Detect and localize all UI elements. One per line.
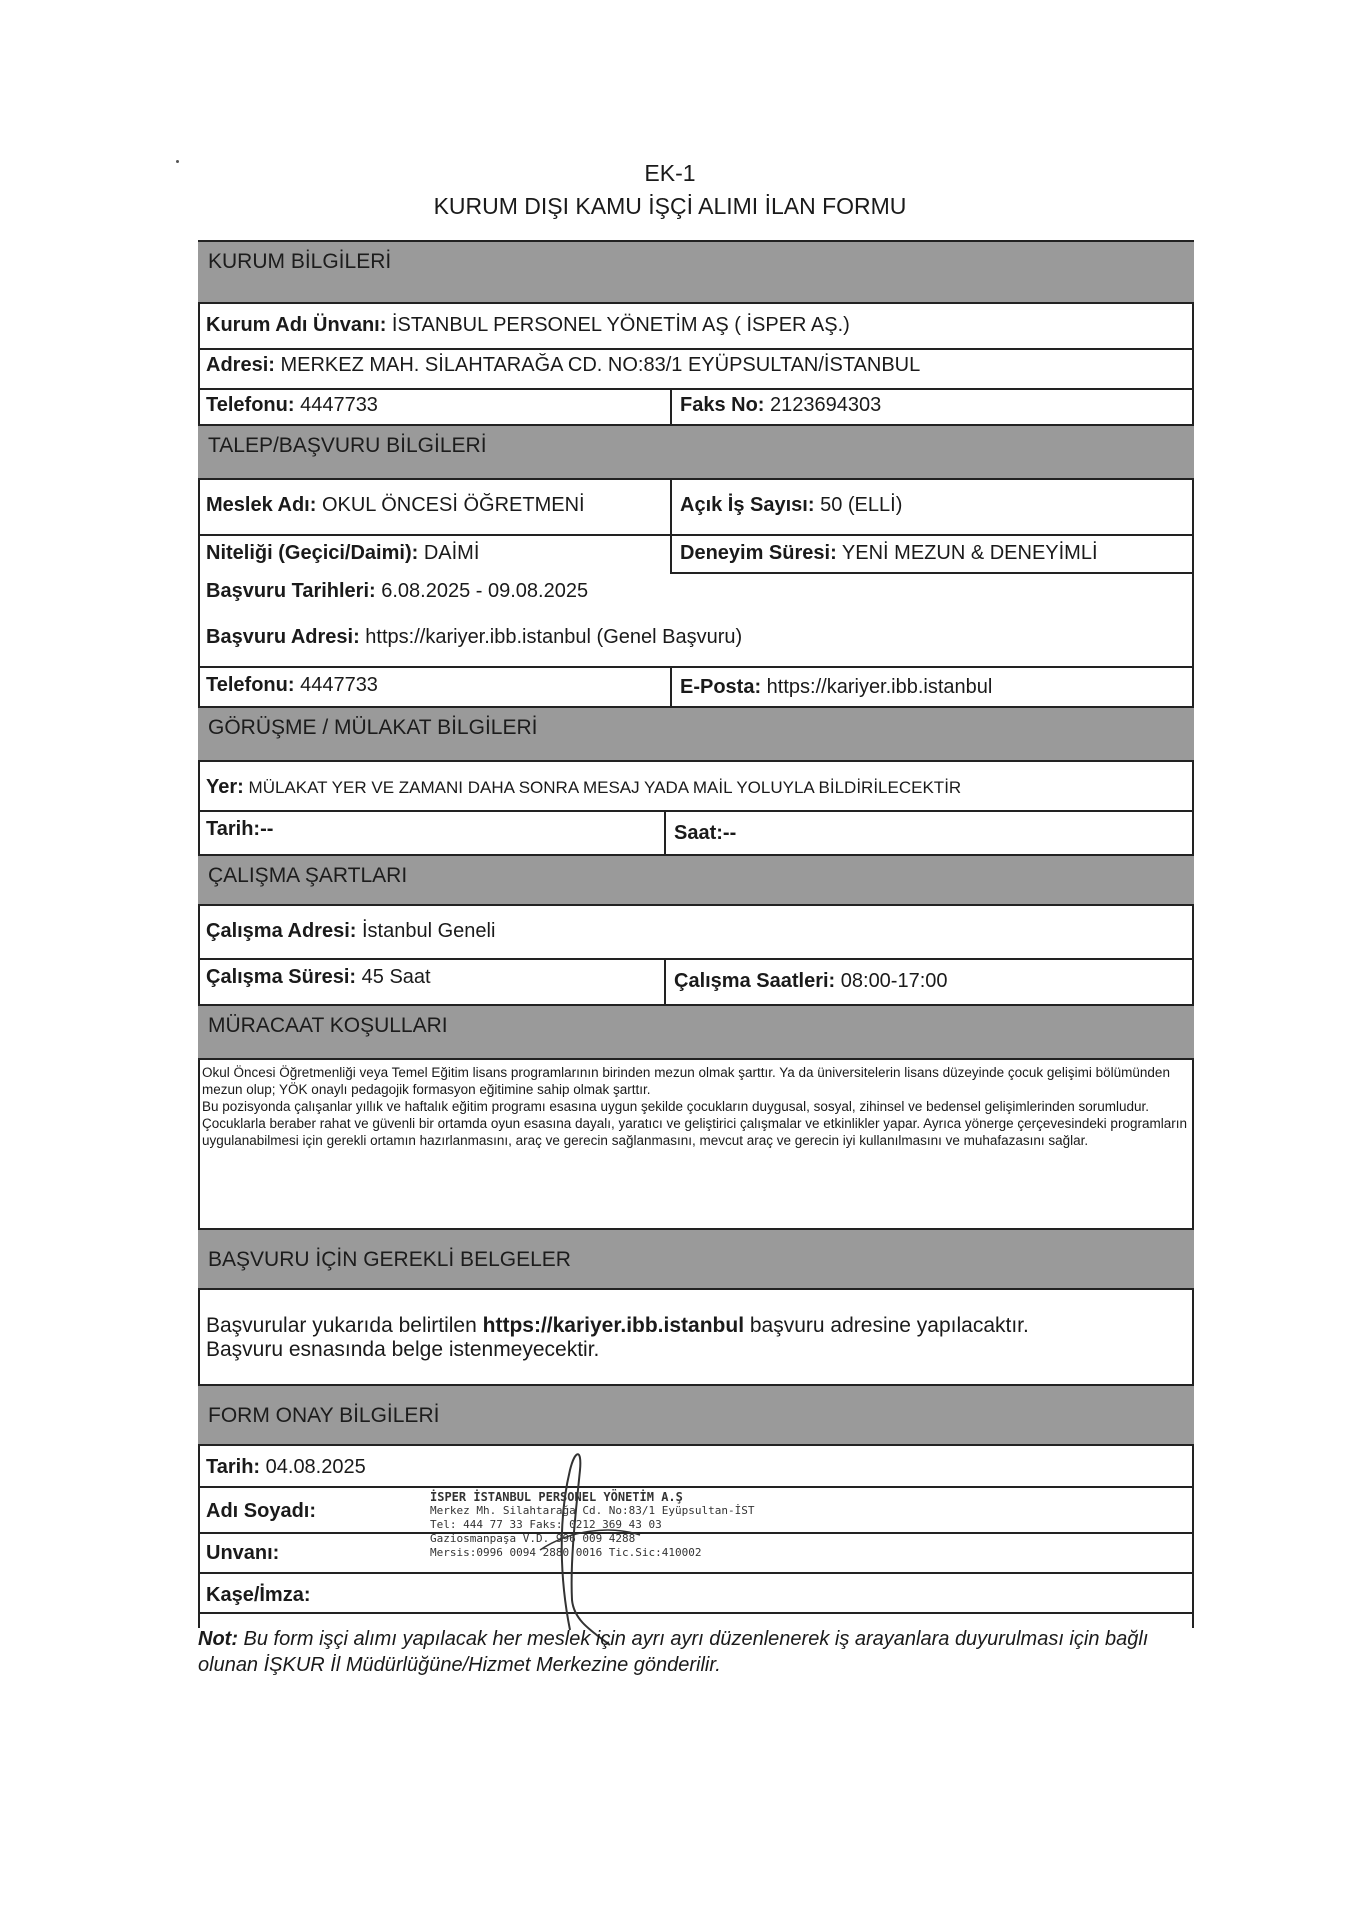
kurum-faks <box>670 390 1194 424</box>
talep-meslek-label: Meslek Adı: <box>206 494 317 516</box>
belgeler-line-2: Başvuru esnasında belge istenmeyecektir. <box>206 1338 600 1361</box>
gorusme-tarih: Tarih:-- <box>206 818 274 840</box>
gorusme-saat: Saat:-- <box>664 812 1194 854</box>
muracaat-paragraph-3: Çocuklarla beraber rahat ve güvenli bir ortamda oyun esasına dayalı, yaratıcı ve geliştirici çalışmalar ve etkinlikler yapar. Ayrıca yönerge çerçevesindeki programların uygulanabilmesi için gerekli ortamın hazırlanmasını, araç ve gerecin sağlanmasını, mevcut araç ve gerecin iyi kullanılmasını ve muhafazasını sağlar. <box>202 1116 1187 1148</box>
kurum-adi-row <box>198 302 1194 348</box>
section-talep: TALEP/BAŞVURU BİLGİLERİ <box>198 424 1194 478</box>
form-title: KURUM DIŞI KAMU İŞÇİ ALIMI İLAN FORMU <box>433 193 907 219</box>
section-kurum: KURUM BİLGİLERİ <box>198 240 1194 302</box>
note-text: Bu form işçi alımı yapılacak her meslek için ayrı ayrı düzenlenerek iş arayanlara duyurulması için bağlı olunan İŞKUR İl Müdürlüğüne/Hizmet Merkezine gönderilir. <box>198 1628 1149 1676</box>
stamp-line-3: Tel: 444 77 33 Faks: 0212 369 43 03 <box>430 1518 662 1531</box>
muracaat-paragraph-1: Okul Öncesi Öğretmenliği veya Temel Eğitim lisans programlarının birinden mezun olmak şarttır. Ya da üniversitelerin lisans düzeyinde çocuk gelişimi bölümünden mezun olup; YÖK onaylı pedagojik formasyon eğitimine sahip olmak şarttır. <box>202 1065 1170 1097</box>
talep-tarih-value: 6.08.2025 - 09.08.2025 <box>375 580 589 602</box>
gorusme-tarih-row <box>198 810 1194 854</box>
talep-meslek <box>198 480 670 534</box>
onay-tarih-value: 04.08.2025 <box>260 1456 366 1478</box>
talep-acik-value: 50 (ELLİ) <box>814 494 903 516</box>
talep-deneyim-value: YENİ MEZUN & DENEYİMLİ <box>836 542 1098 564</box>
belgeler-text <box>198 1288 1194 1384</box>
calisma-sure <box>198 960 664 1004</box>
calisma-adres-row <box>198 904 1194 958</box>
talep-deneyim <box>670 536 1194 574</box>
talep-eposta-label: E-Posta: <box>680 676 762 698</box>
stamp-line-2: Merkez Mh. Silahtarağa Cd. No:83/1 Eyüpsultan-İST <box>430 1504 755 1517</box>
talep-acik <box>670 480 1194 534</box>
signature-icon <box>500 1430 660 1650</box>
muracaat-paragraph-2: Bu pozisyonda çalışanlar yıllık ve haftalık eğitim programı esasına uygun şekilde çocukların duygusal, sosyal, zihinsel ve bedensel gelişimlerinden sorumludur. <box>202 1099 1149 1114</box>
talep-tel-row <box>198 666 1194 706</box>
kurum-adi-label: Kurum Adı Ünvanı: <box>206 314 387 336</box>
kurum-tel-label: Telefonu: <box>206 394 295 416</box>
kurum-adres-row <box>198 348 1194 388</box>
calisma-saat-value: 08:00-17:00 <box>835 970 948 992</box>
calisma-saat-label: Çalışma Saatleri: <box>674 970 836 992</box>
belgeler-line-1-a: Başvurular yukarıda belirtilen <box>206 1314 483 1337</box>
talep-acik-label: Açık İş Sayısı: <box>680 494 815 516</box>
talep-nitelik-row <box>198 534 1194 574</box>
talep-deneyim-label: Deneyim Süresi: <box>680 542 837 564</box>
belgeler-url: https://kariyer.ibb.istanbul <box>482 1314 745 1337</box>
kurum-faks-value: 2123694303 <box>764 394 882 416</box>
talep-adres-value: https://kariyer.ibb.istanbul (Genel Başvuru) <box>359 626 743 648</box>
form-code: EK-1 <box>644 160 696 186</box>
gorusme-yer-label: Yer: <box>206 776 244 798</box>
kurum-faks-label: Faks No: <box>680 394 765 416</box>
talep-nitelik-label: Niteliği (Geçici/Daimi): <box>206 542 419 564</box>
calisma-sure-value: 45 Saat <box>356 966 431 988</box>
talep-tarih-row <box>198 574 1194 614</box>
gorusme-yer-value: MÜLAKAT YER VE ZAMANI DAHA SONRA MESAJ YADA MAİL YOLUYLA BİLDİRİLECEKTİR <box>243 778 962 797</box>
talep-tel-value: 4447733 <box>294 674 378 696</box>
calisma-adres-value: İstanbul Geneli <box>356 920 496 942</box>
talep-meslek-value: OKUL ÖNCESİ ÖĞRETMENİ <box>316 494 585 516</box>
talep-eposta <box>670 668 1194 706</box>
onay-adsoyad: Adı Soyadı: <box>198 1486 1194 1532</box>
stamp-line-1: İSPER İSTANBUL PERSONEL YÖNETİM A.Ş <box>430 1490 683 1504</box>
section-onay: FORM ONAY BİLGİLERİ <box>198 1384 1194 1444</box>
talep-adres-label: Başvuru Adresi: <box>206 626 360 648</box>
section-gorusme: GÖRÜŞME / MÜLAKAT BİLGİLERİ <box>198 706 1194 760</box>
kurum-adi-value: İSTANBUL PERSONEL YÖNETİM AŞ ( İSPER AŞ.) <box>386 314 850 336</box>
talep-nitelik <box>198 536 670 574</box>
talep-eposta-value: https://kariyer.ibb.istanbul <box>761 676 993 698</box>
belgeler-line-1 <box>206 1314 1186 1338</box>
onay-tarih-label: Tarih: <box>206 1456 261 1478</box>
talep-adres-row <box>198 614 1194 666</box>
kurum-tel-row <box>198 388 1194 424</box>
calisma-adres-label: Çalışma Adresi: <box>206 920 357 942</box>
footer-note <box>198 1626 1178 1678</box>
calisma-sure-label: Çalışma Süresi: <box>206 966 357 988</box>
talep-tarih-label: Başvuru Tarihleri: <box>206 580 376 602</box>
stamp-line-5: Mersis:0996 0094 2880 0016 Tic.Sic:410002 <box>430 1546 702 1559</box>
talep-tel-label: Telefonu: <box>206 674 295 696</box>
kurum-tel-value: 4447733 <box>294 394 378 416</box>
belgeler-line-1-c: başvuru adresine yapılacaktır. <box>744 1314 1029 1337</box>
section-calisma: ÇALIŞMA ŞARTLARI <box>198 854 1194 904</box>
onay-unvan: Unvanı: <box>198 1532 1194 1572</box>
muracaat-text <box>198 1058 1194 1228</box>
kurum-adres-value: MERKEZ MAH. SİLAHTARAĞA CD. NO:83/1 EYÜPSULTAN/İSTANBUL <box>274 354 921 376</box>
onay-tarih-row <box>198 1444 1194 1486</box>
calisma-saat <box>664 960 1194 1004</box>
calisma-sure-row <box>198 958 1194 1004</box>
gorusme-yer-row <box>198 760 1194 810</box>
kurum-adres-label: Adresi: <box>206 354 275 376</box>
onay-kase: Kaşe/İmza: <box>198 1572 1194 1614</box>
note-label: Not: <box>198 1628 238 1650</box>
talep-tel <box>198 668 670 706</box>
stamp-line-4: Gaziosmanpaşa V.D. 996 009 4288 <box>430 1532 636 1545</box>
kurum-tel <box>198 390 670 424</box>
talep-nitelik-value: DAİMİ <box>418 542 480 564</box>
talep-meslek-row <box>198 478 1194 534</box>
section-belgeler: BAŞVURU İÇİN GEREKLİ BELGELER <box>198 1228 1194 1288</box>
section-muracaat: MÜRACAAT KOŞULLARI <box>198 1004 1194 1058</box>
